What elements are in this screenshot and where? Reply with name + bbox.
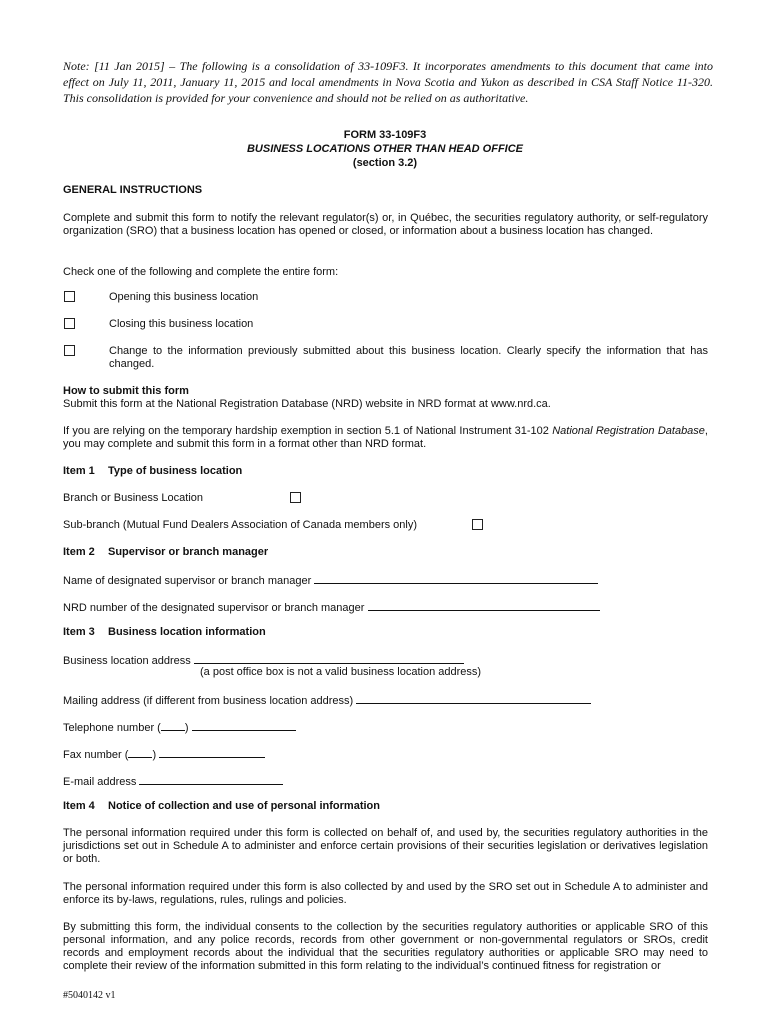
item2-number: Item 2 [63, 546, 95, 558]
email-row [63, 774, 283, 789]
check-prompt: Check one of the following and complete the entire form: [63, 266, 339, 278]
opening-checkbox[interactable] [64, 291, 75, 302]
telephone-area-code-field[interactable] [161, 720, 185, 731]
branch-label: Branch or Business Location [63, 492, 204, 504]
item1-title: Type of business location [108, 465, 243, 477]
business-address-field[interactable] [194, 653, 464, 664]
submit-line: Submit this form at the National Registration Database (NRD) website in NRD format at www.nrd.ca. [63, 398, 551, 410]
personal-info-paragraph-3: By submitting this form, the individual consents to the collection by the securities regulatory authorities or applicable SRO of this personal information, and any police records, records from other government or non-governmental regulators or SROs, credit records and employment records about the individual that the securities regulatory authorities or applicable SRO may need to complete their review of the information submitted in this form relating to the individual’s continued fitness for registration or [63, 921, 708, 972]
form-section: (section 3.2) [352, 157, 418, 169]
fax-area-code-field[interactable] [128, 747, 152, 758]
telephone-number-field[interactable] [192, 720, 296, 731]
telephone-row: Telephone number ( ) [63, 720, 296, 735]
mailing-address-row [63, 693, 591, 708]
mailing-address-field[interactable] [356, 693, 591, 704]
business-address-label: Business location address [63, 655, 191, 667]
email-label: E-mail address [63, 776, 137, 788]
item1-heading [63, 465, 242, 478]
hardship-text-start: If you are relying on the temporary hardship exemption in section 5.1 of National Instrument 31-102 [63, 425, 553, 437]
mailing-address-label: Mailing address (if different from business location address) [63, 695, 354, 707]
supervisor-name-row [63, 573, 598, 588]
general-instructions-text: Complete and submit this form to notify the relevant regulator(s) or, in Québec, the securities regulatory authority, or self-regulatory organization (SRO) that a business location has opened or closed, or information about a business location has changed. [63, 212, 708, 237]
closing-checkbox[interactable] [64, 318, 75, 329]
opening-label: Opening this business location [109, 291, 259, 303]
item3-title: Business location information [108, 626, 266, 638]
personal-info-paragraph-1: The personal information required under this form is collected on behalf of, and used by, the securities regulatory authorities in the jurisdictions set out in Schedule A to administer and enforce certain provisions of their securities legislation or derivatives legislation or both. [63, 827, 708, 865]
form-number: FORM 33-109F3 [343, 129, 427, 141]
hardship-paragraph [63, 425, 708, 451]
item2-heading [63, 546, 268, 559]
supervisor-nrd-label: NRD number of the designated supervisor or branch manager [63, 602, 365, 614]
supervisor-name-field[interactable] [314, 573, 598, 584]
general-instructions-heading: GENERAL INSTRUCTIONS [63, 184, 203, 196]
subbranch-label: Sub-branch (Mutual Fund Dealers Association of Canada members only) [63, 519, 418, 531]
supervisor-nrd-row [63, 600, 600, 615]
item4-title: Notice of collection and use of personal information [108, 800, 380, 812]
fax-row: Fax number ( ) [63, 747, 265, 762]
email-field[interactable] [139, 774, 283, 785]
fax-label: Fax number [63, 749, 122, 761]
supervisor-nrd-field[interactable] [368, 600, 600, 611]
closing-label: Closing this business location [109, 318, 254, 330]
item3-heading [63, 626, 266, 639]
document-footer-id: #5040142 v1 [63, 990, 116, 1001]
item1-number: Item 1 [63, 465, 95, 477]
supervisor-name-label: Name of designated supervisor or branch manager [63, 575, 312, 587]
hardship-instrument-name: National Registration Database [552, 425, 705, 437]
item4-number: Item 4 [63, 800, 95, 812]
subbranch-checkbox[interactable] [472, 519, 483, 530]
item2-title: Supervisor or branch manager [108, 546, 269, 558]
item3-number: Item 3 [63, 626, 95, 638]
submit-heading: How to submit this form [63, 385, 189, 397]
change-checkbox[interactable] [64, 345, 75, 356]
branch-checkbox[interactable] [290, 492, 301, 503]
form-title: BUSINESS LOCATIONS OTHER THAN HEAD OFFICE [246, 143, 524, 155]
consolidation-note: Note: [11 Jan 2015] – The following is a consolidation of 33-109F3. It incorporates amendments to this document that came into effect on July 11, 2011, January 11, 2015 and local amendments in Nova Scotia and Yukon as described in CSA Staff Notice 11-320. This consolidation is provided for your convenience and should not be relied on as authoritative. [63, 59, 713, 105]
personal-info-paragraph-2: The personal information required under this form is also collected by and used by the SRO set out in Schedule A to administer and enforce its by-laws, regulations, rules, rulings and policies. [63, 881, 708, 906]
change-label: Change to the information previously submitted about this business location. Clearly specify the information that has changed. [109, 345, 708, 370]
telephone-label: Telephone number [63, 722, 155, 734]
business-address-note: (a post office box is not a valid business location address) [200, 666, 482, 678]
hardship-text-end: , you may complete and submit this form in a format other than NRD format. [63, 425, 708, 450]
item4-heading [63, 800, 380, 813]
fax-number-field[interactable] [159, 747, 265, 758]
